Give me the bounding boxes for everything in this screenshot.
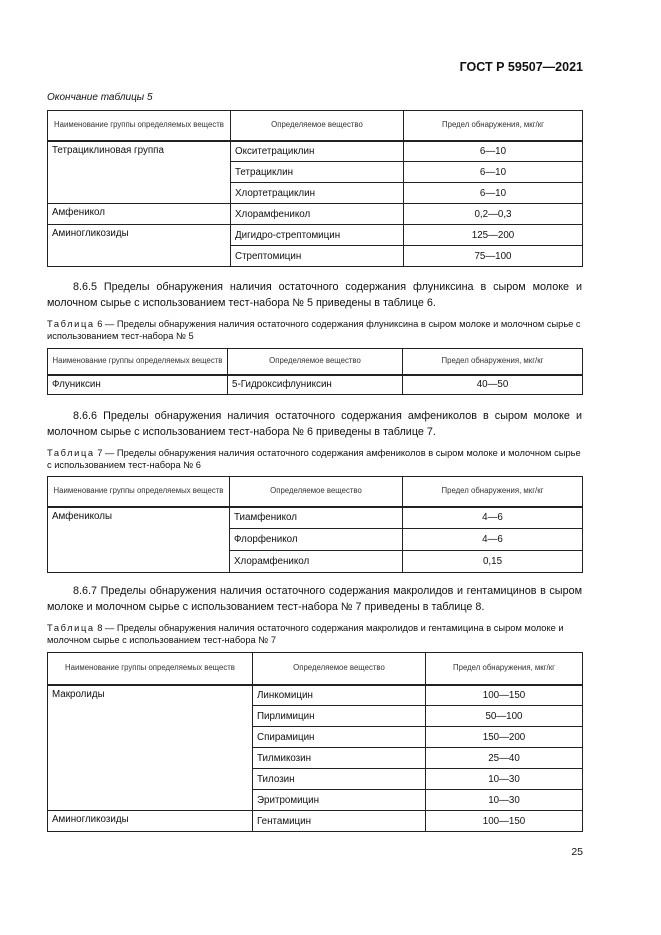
substance-cell: 5-Гидроксифлуниксин (228, 375, 403, 395)
table-8-caption-text: 8 — Пределы обнаружения наличия остаточного содержания макролидов и гентамицина в сыром молоке и молочном сырье с использованием тест-набора № 7 (47, 623, 564, 645)
column-header: Определяемое вещество (231, 111, 404, 141)
substance-cell: Эритромицин (253, 790, 426, 811)
column-header: Предел обнаружения, мкг/кг (403, 477, 583, 507)
table-row (48, 685, 583, 706)
detection-limit-cell: 50—100 (426, 706, 583, 727)
table-row (48, 141, 583, 162)
table-6-caption-text: 6 — Пределы обнаружения наличия остаточного содержания флуниксина в сыром молоке и молочном сырье с использованием тест-набора № 5 (47, 319, 581, 341)
detection-limit-cell: 100—150 (426, 811, 583, 832)
column-header: Наименование группы определяемых веществ (48, 111, 231, 141)
paragraph-8-6-5 (47, 279, 582, 311)
table-8-caption (47, 622, 582, 646)
column-header: Наименование группы определяемых веществ (48, 653, 253, 685)
detection-limit-cell: 10—30 (426, 790, 583, 811)
substance-cell: Стрептомицин (231, 246, 404, 267)
substance-cell: Хлортетрациклин (231, 183, 404, 204)
detection-limit-cell: 40—50 (403, 375, 583, 395)
detection-limit-cell: 150—200 (426, 727, 583, 748)
substance-cell: Спирамицин (253, 727, 426, 748)
substance-cell: Тилмикозин (253, 748, 426, 769)
column-header: Предел обнаружения, мкг/кг (404, 111, 583, 141)
group-name-cell: Макролиды (48, 685, 253, 811)
substance-cell: Пирлимицин (253, 706, 426, 727)
paragraph-8-6-6-text: 8.6.6 Пределы обнаружения наличия остаточного содержания амфениколов в сыром молоке и молочном сырье с использованием тест-набора № 6 приведены в таблице 7. (47, 410, 582, 438)
paragraph-8-6-7-text: 8.6.7 Пределы обнаружения наличия остаточного содержания макролидов и гентамицинов в сыром молоке и молочном сырье с использованием тест-набора № 7 приведены в таблице 8. (47, 585, 582, 613)
column-header: Определяемое вещество (253, 653, 426, 685)
detection-limit-cell: 0,2—0,3 (404, 204, 583, 225)
table-row (48, 507, 583, 529)
detection-limit-cell: 100—150 (426, 685, 583, 706)
column-header: Наименование группы определяемых веществ (48, 349, 228, 375)
table-7 (47, 476, 583, 573)
table-8 (47, 652, 583, 832)
table-5-continuation (47, 110, 583, 267)
table-row (48, 811, 583, 832)
substance-cell: Окситетрациклин (231, 141, 404, 162)
group-name-cell: Амфеникол (48, 204, 231, 225)
table-7-caption (47, 447, 582, 471)
table-6-caption (47, 318, 582, 342)
column-header: Определяемое вещество (230, 477, 403, 507)
substance-cell: Тиамфеникол (230, 507, 403, 529)
paragraph-8-6-6 (47, 408, 582, 440)
detection-limit-cell: 0,15 (403, 551, 583, 573)
substance-cell: Флорфеникол (230, 529, 403, 551)
substance-cell: Хлорамфеникол (231, 204, 404, 225)
group-name-cell: Флуниксин (48, 375, 228, 395)
substance-cell: Тилозин (253, 769, 426, 790)
substance-cell: Хлорамфеникол (230, 551, 403, 573)
column-header: Определяемое вещество (228, 349, 403, 375)
table-8-label: Таблица (47, 623, 95, 633)
column-header: Предел обнаружения, мкг/кг (426, 653, 583, 685)
detection-limit-cell: 6—10 (404, 141, 583, 162)
detection-limit-cell: 75—100 (404, 246, 583, 267)
detection-limit-cell: 6—10 (404, 183, 583, 204)
table-row (48, 225, 583, 246)
detection-limit-cell: 4—6 (403, 529, 583, 551)
group-name-cell: Аминогликозиды (48, 225, 231, 267)
paragraph-8-6-7 (47, 583, 582, 615)
substance-cell: Дигидро-стрептомицин (231, 225, 404, 246)
table5-continuation-title: Окончание таблицы 5 (47, 92, 153, 103)
column-header: Наименование группы определяемых веществ (48, 477, 230, 507)
group-name-cell: Тетрациклиновая группа (48, 141, 231, 204)
detection-limit-cell: 125—200 (404, 225, 583, 246)
table-header-row (48, 111, 583, 141)
table-header-row (48, 653, 583, 685)
substance-cell: Гентамицин (253, 811, 426, 832)
page-number: 25 (571, 846, 583, 858)
standard-header: ГОСТ Р 59507—2021 (459, 60, 583, 74)
table-7-caption-text: 7 — Пределы обнаружения наличия остаточного содержания амфениколов в сыром молоке и молочном сырье с использованием тест-набора № 6 (47, 448, 581, 470)
paragraph-8-6-5-text: 8.6.5 Пределы обнаружения наличия остаточного содержания флуниксина в сыром молоке и молочном сырье с использованием тест-набора № 5 приведены в таблице 6. (47, 281, 582, 309)
table-6-label: Таблица (47, 319, 95, 329)
detection-limit-cell: 6—10 (404, 162, 583, 183)
column-header: Предел обнаружения, мкг/кг (403, 349, 583, 375)
detection-limit-cell: 25—40 (426, 748, 583, 769)
table-row (48, 204, 583, 225)
table-row (48, 375, 583, 395)
table-header-row (48, 477, 583, 507)
table-7-label: Таблица (47, 448, 95, 458)
detection-limit-cell: 10—30 (426, 769, 583, 790)
group-name-cell: Аминогликозиды (48, 811, 253, 832)
table-header-row (48, 349, 583, 375)
substance-cell: Линкомицин (253, 685, 426, 706)
table-6 (47, 348, 583, 395)
detection-limit-cell: 4—6 (403, 507, 583, 529)
group-name-cell: Амфениколы (48, 507, 230, 573)
substance-cell: Тетрациклин (231, 162, 404, 183)
